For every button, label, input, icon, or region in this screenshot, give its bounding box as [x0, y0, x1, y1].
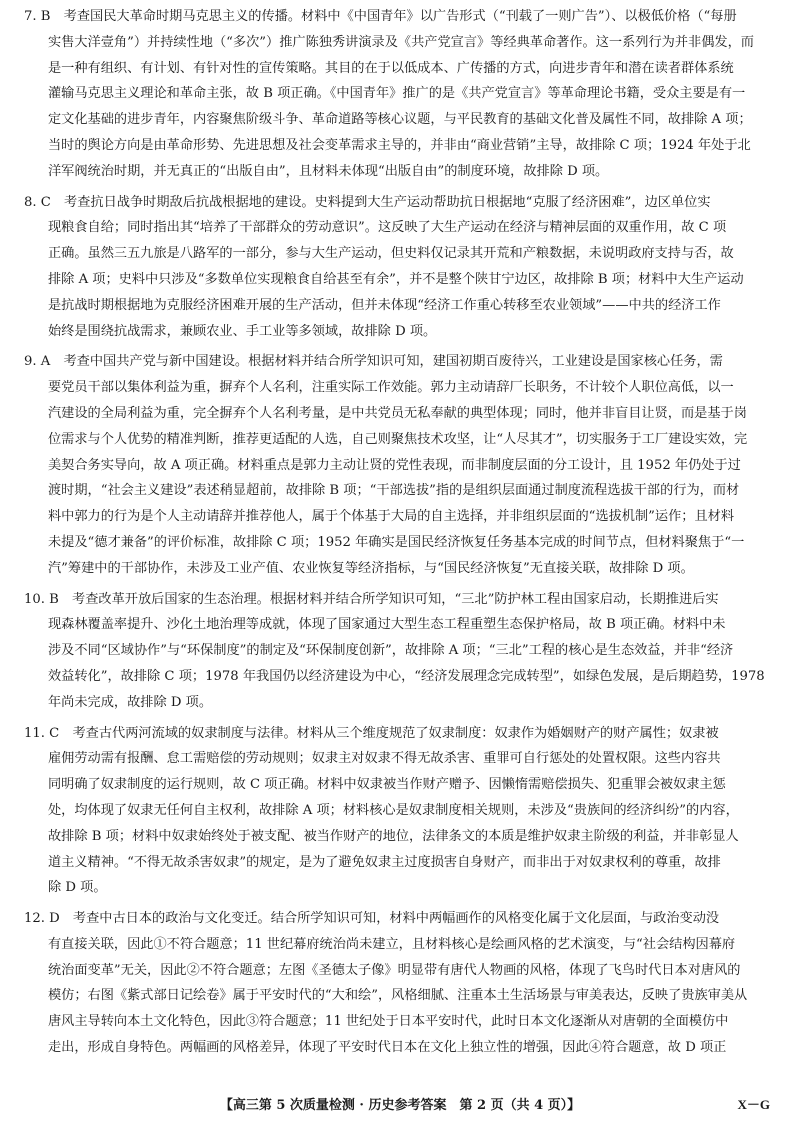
answer-text-line: 是抗战时期根据地为克服经济困难开展的生产活动，但并未体现“经济工作重心转移至农业领域”——中共的经济工作: [48, 297, 721, 313]
answer-item: [24, 4, 778, 185]
answer-heading-line: 10. B 考查改革开放后国家的生态治理。根据材料并结合所学知识可知，“三北”防护林工程由国家启动，长期推进后实: [24, 591, 719, 607]
answer-item: [24, 587, 778, 716]
answer-text-line: 正确。虽然三五九旅是八路军的一部分，参与大生产运动，但史料仅记录其开荒和产粮数据，未说明政府支持与否，故: [48, 246, 734, 262]
answer-text-line: 当时的舆论方向是由革命形势、先进思想及社会变革需求主导的，并非由“商业营销”主导，故排除 C 项；1924 年处于北: [48, 137, 751, 153]
answer-text-line: 洋军阀统治时期，并无真正的“出版自由”，且材料未体现“出版自由”的制度环境，故排除 D 项。: [48, 163, 609, 179]
answer-text-line: 处，均体现了奴隶无任何自主权利，故排除 A 项；材料核心是奴隶制度相关规则，未涉及“贵族间的经济纠纷”的内容，: [48, 802, 739, 818]
answer-text-line: 是一种有组织、有计划、有针对性的宣传策略。其目的在于以低成本、广传播的方式，向进步青年和潜在读者群体系统: [48, 60, 734, 76]
answer-text-line: 始终是围绕抗战需求，兼顾农业、手工业等多领域，故排除 D 项。: [48, 323, 437, 339]
answer-heading-line: 12. D 考查中古日本的政治与文化变迁。结合所学知识可知，材料中两幅画作的风格变化属于文化层面，与政治变动没: [24, 911, 720, 927]
answer-text-line: 定文化基础的进步青年，内容聚焦阶级斗争、革命道路等核心议题，与平民教育的基础文化普及属性不同，故排除 A 项；: [48, 112, 752, 128]
answer-text-line: 道主义精神。“不得无故杀害奴隶”的规定，是为了避免奴隶主过度损害自身财产，而非出于对奴隶权利的尊重，故排: [48, 854, 721, 870]
answer-heading-line: 8. C 考查抗日战争时期敌后抗战根据地的建设。史料提到大生产运动帮助抗日根据地“克服了经济困难”，边区单位实: [24, 194, 711, 210]
answer-text-line: 年尚未完成，故排除 D 项。: [48, 694, 213, 710]
answer-item: [24, 906, 778, 1061]
answer-text-line: 实售大洋壹角”）并持续性地（“多次”）推广陈独秀讲演录及《共产党宣言》等经典革命著作。这一系列行为并非偶发，而: [48, 34, 754, 50]
answer-text-line: 现森林覆盖率提升、沙化土地治理等成就，体现了国家通过大型生态工程重塑生态保护格局，故 B 项正确。材料中未: [48, 617, 726, 633]
answer-text-line: 故排除 B 项；材料中奴隶始终处于被支配、被当作财产的地位，法律条文的本质是维护奴隶主阶级的利益，并非彰显人: [48, 828, 739, 844]
answer-text-line: 现粮食自给；同时指出其“培养了干部群众的劳动意识”。这反映了大生产运动在经济与精神层面的双重作用，故 C 项: [48, 220, 727, 236]
answer-text-line: 美契合务实导向，故 A 项正确。材料重点是郭力主动让贤的党性表现，而非制度层面的分工设计，且 1952 年仍处于过: [48, 457, 741, 473]
page-footer: [0, 1090, 800, 1114]
answer-text-line: 统治面变革”无关，因此②不符合题意；左图《圣德太子像》明显带有唐代人物画的风格，体现了飞鸟时代日本对唐风的: [48, 962, 741, 978]
answer-text-line: 有直接关联，因此①不符合题意；11 世纪幕府统治尚未建立，且材料核心是绘画风格的艺术演变，与“社会结构因幕府: [48, 936, 736, 952]
answer-heading-line: 9. A 考查中国共产党与新中国建设。根据材料并结合所学知识可知，建国初期百废待兴，工业建设是国家核心任务，需: [24, 354, 723, 370]
answer-text-line: 唐风主导转向本土文化特色，因此③符合题意；11 世纪处于日本平安时代，此时日本文化逐渐从对唐朝的全面模仿中: [48, 1014, 729, 1030]
answer-text-line: 汽”筹建中的干部协作，未涉及工业产值、农业恢复等经济指标，与“国民经济恢复”无直接关联，故排除 D 项。: [48, 560, 694, 576]
answer-text-line: 模仿；右图《紫式部日记绘卷》属于平安时代的“大和绘”，风格细腻、注重本土生活场景与审美表达，反映了贵族审美从: [48, 988, 748, 1004]
answer-list: [24, 4, 778, 1061]
footer-code: X－G: [737, 1097, 770, 1112]
answer-text-line: 同明确了奴隶制度的运行规则，故 C 项正确。材料中奴隶被当作财产赠予、因懒惰需赔偿损失、犯重罪会被奴隶主惩: [48, 777, 726, 793]
answer-text-line: 除 D 项。: [48, 880, 107, 896]
answer-text-line: 汽建设的全局利益为重，完全摒弃个人名利考量，是中共党员无私奉献的典型体现；同时，他并非盲目让贤，而是基于岗: [48, 405, 747, 421]
answer-heading-line: 7. B 考查国民大革命时期马克思主义的传播。材料中《中国青年》以广告形式（“刊载了一则广告”）、以极低价格（“每册: [24, 9, 737, 24]
answer-text-line: 雇佣劳动需有报酬、怠工需赔偿的劳动规则；奴隶主对奴隶不得无故杀害、重罪可自行惩处的处置权限。这些内容共: [48, 751, 721, 767]
answer-text-line: 要党员干部以集体利益为重，摒弃个人名利，注重实际工作效能。郭力主动请辞厂长职务，不计较个人职位高低，以一: [48, 380, 734, 396]
answer-text-line: 排除 A 项；史料中只涉及“多数单位实现粮食自给甚至有余”，并不是整个陕甘宁边区，故排除 B 项；材料中大生产运动: [48, 271, 744, 287]
answer-text-line: 渡时期，“社会主义建设”表述稍显超前，故排除 B 项；“干部选拔”指的是组织层面通过制度流程选拔干部的行为，而材: [48, 483, 740, 499]
footer-title: 【高三第 5 次质量检测 · 历史参考答案 第 2 页（共 4 页）】: [219, 1098, 581, 1113]
answer-item: [24, 349, 778, 581]
answer-item: [24, 190, 778, 345]
answer-text-line: 走出，形成自身特色。两幅画的风格差异，体现了平安时代日本在文化上独立性的增强，因此④符合题意，故 D 项正: [48, 1040, 727, 1056]
answer-item: [24, 721, 778, 902]
answer-text-line: 灌输马克思主义理论和革命主张，故 B 项正确。《中国青年》推广的是《共产党宣言》等革命理论书籍，受众主要是有一: [48, 86, 746, 102]
answer-text-line: 位需求与个人优势的精准判断，推荐更适配的人选，自己则聚焦技术攻坚，让“人尽其才”，切实服务于工厂建设实效，完: [48, 431, 748, 447]
answer-text-line: 涉及不同“区域协作”与“环保制度”的制定及“环保制度创新”，故排除 A 项；“三北”工程的核心是生态效益，并非“经济: [48, 643, 734, 659]
answer-text-line: 料中郭力的行为是个人主动请辞并推荐他人，属于个体基于大局的自主选择，并非组织层面的“选拔机制”运作；且材料: [48, 509, 735, 525]
answer-text-line: 未提及“德才兼备”的评价标准，故排除 C 项；1952 年确实是国民经济恢复任务基本完成的时间节点，但材料聚焦于“一: [48, 534, 745, 550]
answer-heading-line: 11. C 考查古代两河流域的奴隶制度与法律。材料从三个维度规范了奴隶制度：奴隶作为婚姻财产的财产属性；奴隶被: [24, 725, 719, 741]
answer-text-line: 效益转化”，故排除 C 项；1978 年我国仍以经济建设为中心，“经济发展理念完成转型”，如绿色发展，是后期趋势，1978: [48, 668, 765, 684]
